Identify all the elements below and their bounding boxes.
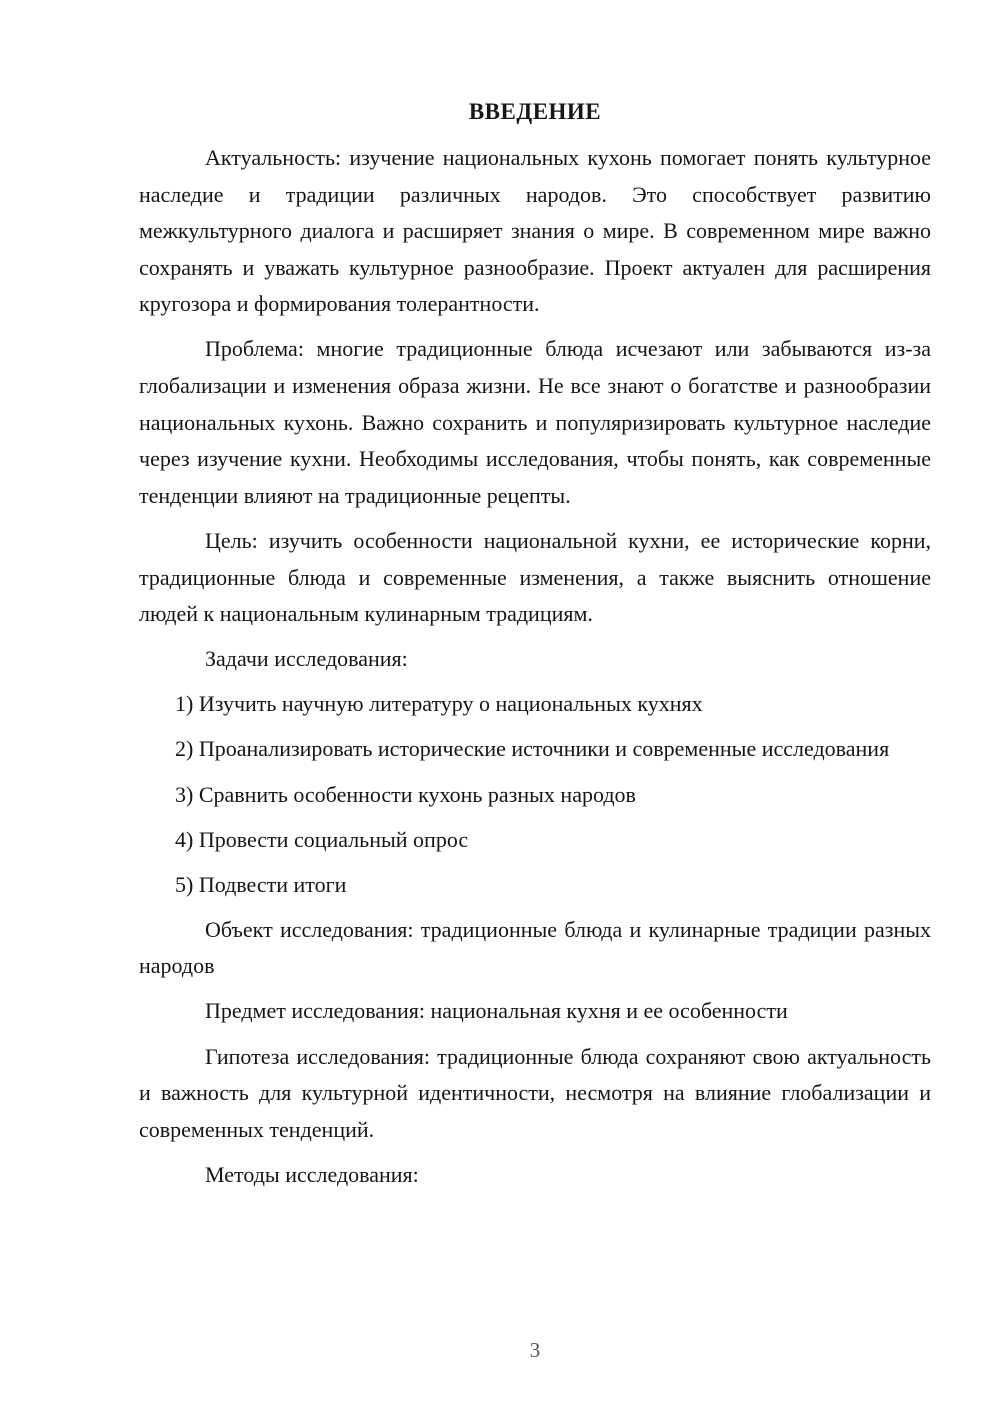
page-number: 3	[529, 1338, 541, 1362]
task-item-4: 4) Провести социальный опрос	[175, 826, 469, 852]
task-item-3: 3) Сравнить особенности кухонь разных народов	[175, 781, 636, 807]
paragraph-hypothesis: Гипотеза исследования: традиционные блюда сохраняют свою актуальность и важность для культурной идентичности, несмотря на влияние глобализации и современных тенденций.	[139, 1043, 931, 1142]
document-content	[139, 93, 931, 1202]
task-item-5: 5) Подвести итоги	[175, 871, 347, 897]
task-item-1: 1) Изучить научную литературу о национальных кухнях	[175, 691, 703, 717]
heading-methods: Методы исследования:	[205, 1161, 419, 1187]
task-item-2: 2) Проанализировать исторические источники и современные исследования	[175, 736, 890, 762]
paragraph-actuality: Актуальность: изучение национальных кухонь помогает понять культурное наследие и традиции различных народов. Это способствует развитию межкультурного диалога и расширяет знания о мире. В современном мире важно сохранять и уважать культурное разнообразие. Проект актуален для расширения кругозора и формирования толерантности.	[139, 145, 931, 317]
paragraph-object: Объект исследования: традиционные блюда и кулинарные традиции разных народов	[139, 916, 931, 979]
paragraph-subject: Предмет исследования: национальная кухня и ее особенности	[205, 998, 788, 1024]
paragraph-problem: Проблема: многие традиционные блюда исчезают или забываются из-за глобализации и изменения образа жизни. Не все знают о богатстве и разнообразии национальных кухонь. Важно сохранить и популяризировать культурное наследие через изучение кухни. Необходимы исследования, чтобы понять, как современные тенденции влияют на традиционные рецепты.	[139, 336, 931, 508]
paragraph-goal: Цель: изучить особенности национальной кухни, ее исторические корни, традиционные блюда и современные изменения, а также выяснить отношение людей к национальным кулинарным традициям.	[139, 527, 931, 627]
heading-tasks: Задачи исследования:	[205, 646, 408, 672]
page-title: ВВЕДЕНИЕ	[468, 99, 602, 124]
